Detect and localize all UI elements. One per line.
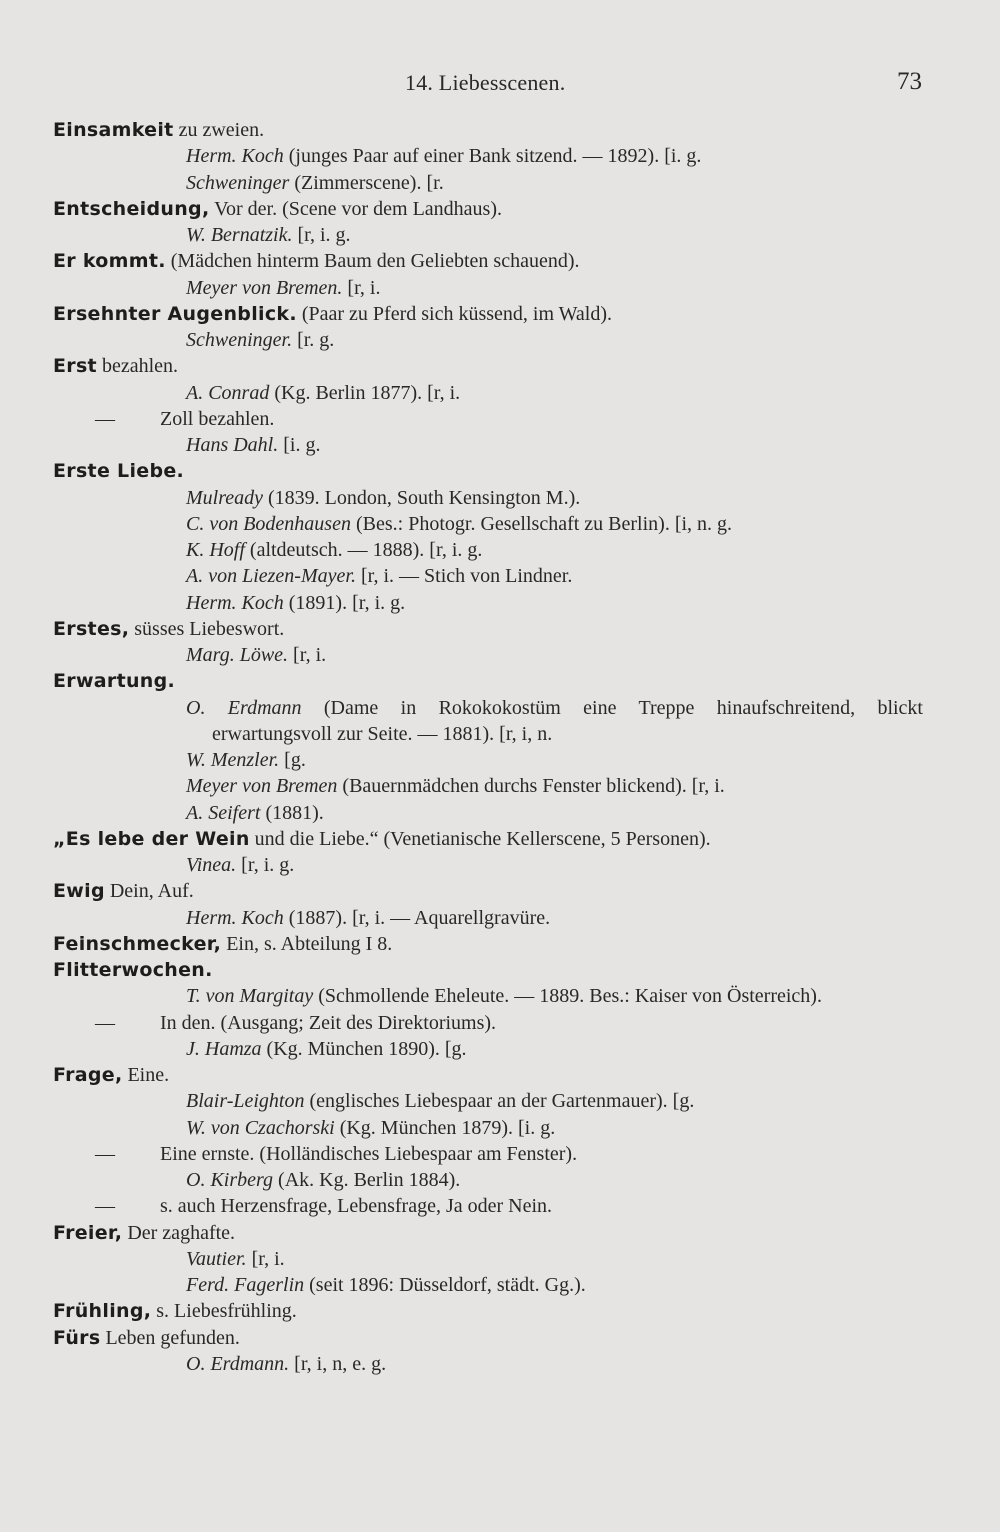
sub-entry-line [53,406,933,432]
headword: Freier, [53,1221,123,1244]
artist-line [53,485,933,511]
artist-line [53,905,933,931]
index-headword-line [53,931,933,957]
artist-name: C. von Bodenhausen [186,512,351,535]
work-description: (Kg. München 1879). [i. g. [334,1116,556,1139]
artist-line [53,511,933,537]
repeat-dash: — [95,1142,115,1165]
artist-line [53,800,933,826]
headword: Fürs [53,1326,101,1349]
headword: Feinschmecker, [53,932,222,955]
work-description: (Kg. München 1890). [g. [261,1037,467,1060]
artist-line [53,563,933,589]
entry-text: Der zaghafte. [122,1221,236,1244]
headword: Ersehnter Augenblick. [53,302,297,325]
work-description: (Schmollende Eheleute. — 1889. Bes.: Kaiser von Österreich). [313,985,822,1008]
entry-text: und die Liebe.“ (Venetianische Kellerscene, 5 Personen). [249,827,711,850]
work-description: (altdeutsch. — 1888). [r, i. g. [244,539,483,561]
headword: Frage, [53,1064,123,1086]
index-headword-line [53,1220,933,1246]
work-description: (Bes.: Photogr. Gesellschaft zu Berlin). [i, n. g. [350,512,733,535]
artist-name: Schweninger. [186,329,293,351]
work-description: [r, i. [288,644,327,666]
artist-line [53,1272,933,1298]
sub-entry-text: Eine ernste. (Holländisches Liebespaar am Fenster). [160,1142,578,1165]
artist-line [53,1167,933,1193]
artist-line [53,852,933,878]
headword: „Es lebe der Wein [53,827,250,850]
sub-entry-line [53,1193,933,1219]
repeat-dash: — [95,1195,115,1218]
artist-name: O. Erdmann. [186,1352,290,1375]
repeat-dash: — [95,1011,115,1034]
artist-name: Blair-Leighton [186,1090,305,1113]
entry-text: Eine. [122,1064,170,1086]
work-description: [r, i. g. [292,224,351,246]
entry-text: (Paar zu Pferd sich küssend, im Wald). [296,302,613,325]
artist-line [53,327,933,353]
artist-name: Marg. Löwe. [186,644,289,666]
artist-name: Vinea. [186,854,237,876]
artist-line [53,170,933,196]
artist-line [53,143,933,169]
work-description: (Ak. Kg. Berlin 1884). [273,1169,461,1191]
running-title: 14. Liebesscenen. [405,70,566,95]
index-headword-line [53,826,933,852]
entry-text: (Mädchen hinterm Baum den Geliebten schauend). [165,250,580,273]
work-description: (Zimmerscene). [r. [289,171,444,194]
work-description: (1891). [r, i. g. [283,591,406,614]
artist-name: Mulready [186,486,264,509]
entry-text: Dein, Auf. [104,880,194,903]
headword: Einsamkeit [53,119,174,141]
work-description: (seit 1896: Düsseldorf, städt. Gg.). [304,1274,586,1296]
artist-line [53,1115,933,1141]
artist-name: Ferd. Fagerlin [186,1274,305,1296]
headword: Ewig [53,880,105,903]
artist-name: T. von Margitay [186,985,314,1008]
artist-name: Meyer von Bremen [186,775,338,798]
work-description: (Dame in Rokokokostüm eine Treppe hinaufschreitend, blickt [301,696,923,719]
work-description: [i. g. [278,434,321,456]
sub-entry-line [53,1141,933,1167]
work-description: (1887). [r, i. — Aquarellgravüre. [283,906,551,929]
index-headword-line [53,353,933,379]
work-description: [r, i, n, e. g. [289,1352,387,1375]
index-headword-line [53,458,933,484]
index-headword-line [53,616,933,642]
index-headword-line [53,957,933,983]
work-description: (junges Paar auf einer Bank sitzend. — 1892). [i. g. [283,145,702,168]
headword: Entscheidung, [53,197,210,220]
index-headword-line [53,1298,933,1324]
index-entries [53,117,933,1377]
entry-text: Vor der. (Scene vor dem Landhaus). [209,197,502,220]
justified-text [186,695,923,721]
artist-name: Meyer von Bremen. [186,276,343,299]
artist-line [53,1088,933,1114]
sub-entry-text: s. auch Herzensfrage, Lebensfrage, Ja oder Nein. [160,1195,553,1218]
artist-name: Herm. Koch [186,906,284,929]
artist-line [53,380,933,406]
page-number: 73 [897,68,922,95]
artist-name: W. Menzler. [186,749,280,771]
continuation-text: erwartungsvoll zur Seite. — 1881). [r, i, n. [212,722,553,745]
index-headword-line [53,1062,933,1088]
index-headword-line [53,878,933,904]
headword: Erstes, [53,617,130,640]
sub-entry-text: In den. (Ausgang; Zeit des Direktoriums). [160,1011,497,1034]
headword: Er kommt. [53,250,166,273]
work-description: [r. g. [292,329,335,351]
headword: Erst [53,355,97,378]
entry-text: bezahlen. [96,355,179,378]
artist-name: Vautier. [186,1247,247,1270]
page-header [0,70,1000,102]
repeat-dash: — [95,407,115,430]
artist-name: A. Conrad [186,381,270,404]
artist-line [53,1246,933,1272]
index-headword-line [53,301,933,327]
index-headword-line [53,117,933,143]
continuation-line [53,721,933,747]
headword: Flitterwochen. [53,959,213,981]
work-description: [r, i. [342,276,381,299]
artist-line [53,590,933,616]
work-description: [r, i. — Stich von Lindner. [355,565,573,588]
index-headword-line [53,668,933,694]
entry-text: Leben gefunden. [100,1326,240,1349]
entry-text: Ein, s. Abteilung I 8. [221,932,393,955]
artist-line [53,642,933,668]
artist-name: J. Hamza [186,1037,262,1060]
artist-name: A. Seifert [186,801,261,824]
headword: Erwartung. [53,670,176,693]
index-headword-line [53,1325,933,1351]
artist-name: W. Bernatzik. [186,224,293,246]
work-description: (1881). [260,801,324,824]
index-headword-line [53,196,933,222]
artist-name: O. Kirberg [186,1169,274,1191]
sub-entry-text: Zoll bezahlen. [160,407,275,430]
artist-name: K. Hoff [186,539,245,561]
work-description: [r, i. [246,1247,285,1270]
entry-text: s. Liebesfrühling. [151,1300,297,1323]
artist-name: O. Erdmann [186,696,302,719]
work-description: (Kg. Berlin 1877). [r, i. [269,381,461,404]
artist-line [53,1036,933,1062]
artist-line [53,983,933,1009]
artist-line [53,537,933,563]
artist-name: W. von Czachorski [186,1116,335,1139]
artist-name: A. von Liezen-Mayer. [186,565,356,588]
work-description: (1839. London, South Kensington M.). [263,486,581,509]
entry-text: zu zweien. [173,119,265,141]
artist-name: Schweninger [186,171,290,194]
artist-line [53,773,933,799]
work-description: (englisches Liebespaar an der Gartenmauer). [g. [304,1090,695,1113]
entry-text: süsses Liebeswort. [129,617,285,640]
artist-line [53,275,933,301]
artist-line [53,747,933,773]
work-description: [g. [279,749,306,771]
index-headword-line [53,248,933,274]
headword: Frühling, [53,1300,152,1323]
artist-name: Herm. Koch [186,591,284,614]
artist-name: Herm. Koch [186,145,284,168]
headword: Erste Liebe. [53,460,185,483]
artist-name: Hans Dahl. [186,434,279,456]
sub-entry-line [53,1010,933,1036]
artist-line [53,432,933,458]
work-description: (Bauernmädchen durchs Fenster blickend). [r, i. [337,775,725,798]
artist-line [53,695,933,721]
artist-line [53,222,933,248]
artist-line [53,1351,933,1377]
work-description: [r, i. g. [236,854,295,876]
